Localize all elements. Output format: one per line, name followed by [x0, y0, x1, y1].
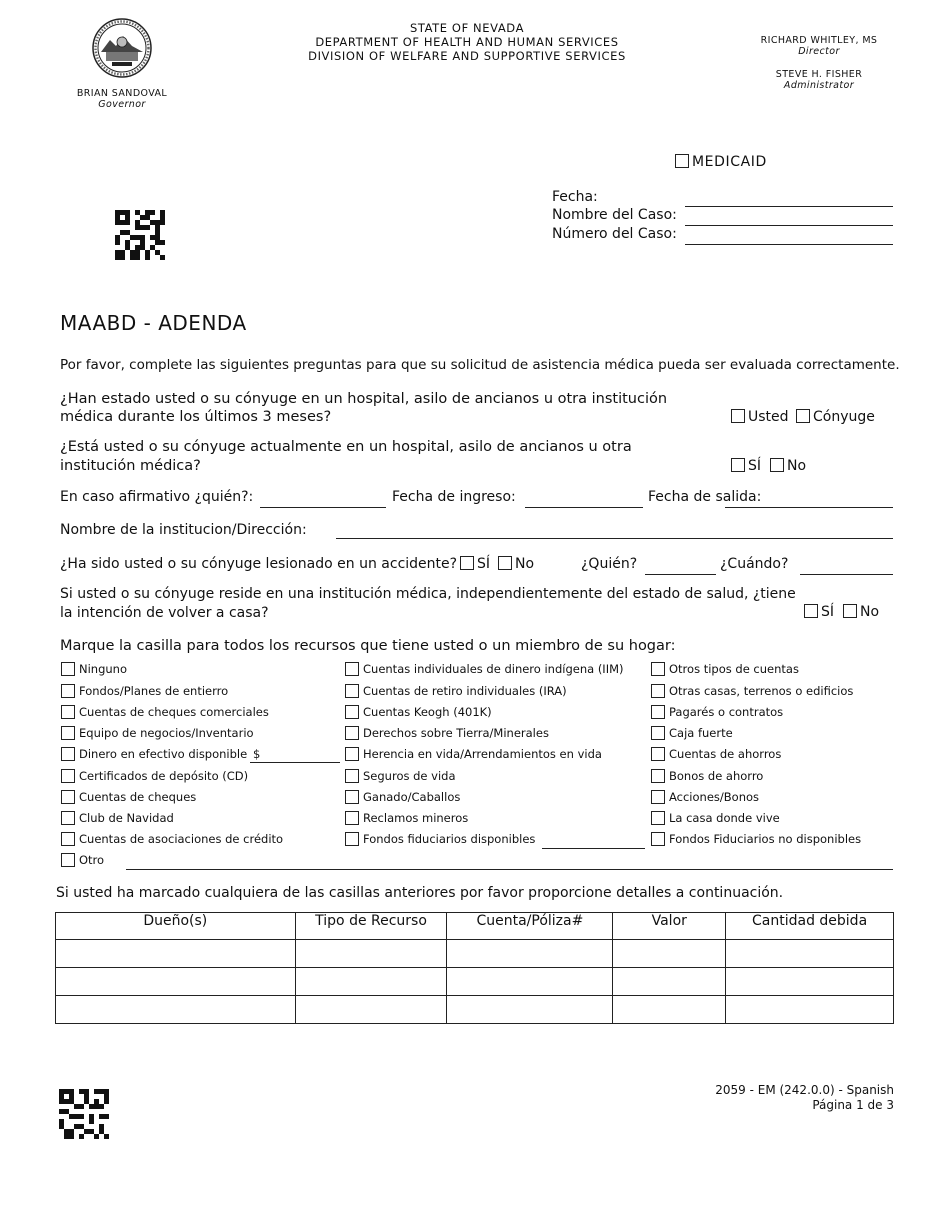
- fondos-fiduciarios-field[interactable]: [542, 848, 645, 849]
- barcode-icon: [115, 210, 165, 260]
- resource-checkbox[interactable]: [345, 832, 359, 846]
- q2-no-option[interactable]: [770, 458, 806, 474]
- resource-checkbox[interactable]: [651, 662, 665, 676]
- question-1-line-2: médica durante los últimos 3 meses?: [60, 409, 332, 425]
- governor-name: BRIAN SANDOVAL: [76, 88, 168, 99]
- resource-checkbox[interactable]: [651, 705, 665, 719]
- resource-label: Cuentas de asociaciones de crédito: [79, 832, 284, 846]
- resource-checkbox[interactable]: [345, 747, 359, 761]
- resource-item[interactable]: [651, 725, 733, 741]
- resource-checkbox[interactable]: [651, 684, 665, 698]
- resource-label: Derechos sobre Tierra/Minerales: [363, 726, 549, 740]
- resource-checkbox[interactable]: [61, 662, 75, 676]
- fecha-label: Fecha:: [552, 189, 598, 205]
- resource-label: Dinero en efectivo disponible: [79, 747, 248, 761]
- question-2-line-2: institución médica?: [60, 458, 201, 474]
- fecha-ingreso-label: Fecha de ingreso:: [392, 489, 516, 505]
- resource-item[interactable]: [651, 704, 783, 720]
- q1-usted-label: Usted: [748, 409, 789, 425]
- resource-checkbox[interactable]: [345, 684, 359, 698]
- resource-label: Fondos Fiduciarios no disponibles: [669, 832, 862, 846]
- resource-item[interactable]: [61, 661, 127, 677]
- resource-checkbox[interactable]: [345, 769, 359, 783]
- table-row: [56, 996, 894, 1024]
- column-header-value: Valor: [613, 913, 726, 940]
- numero-caso-label: Número del Caso:: [552, 226, 677, 242]
- resource-label: Cuentas individuales de dinero indígena (IIM): [363, 662, 624, 676]
- resource-label: Seguros de vida: [363, 769, 456, 783]
- resource-label: Cuentas de cheques: [79, 790, 197, 804]
- resource-checkbox[interactable]: [61, 790, 75, 804]
- table-cell[interactable]: [295, 996, 447, 1024]
- resource-item[interactable]: [345, 768, 456, 784]
- table-cell[interactable]: [447, 940, 613, 968]
- resource-checkbox[interactable]: [651, 811, 665, 825]
- resource-label: Reclamos mineros: [363, 811, 469, 825]
- resource-checkbox[interactable]: [61, 769, 75, 783]
- resource-item[interactable]: [61, 789, 196, 805]
- column-header-type: Tipo de Recurso: [295, 913, 447, 940]
- q3-cuando-label: ¿Cuándo?: [720, 556, 789, 572]
- table-cell[interactable]: [726, 940, 894, 968]
- q2-no-checkbox[interactable]: [770, 458, 784, 472]
- resource-label: La casa donde vive: [669, 811, 780, 825]
- resource-label: Acciones/Bonos: [669, 790, 760, 804]
- table-cell[interactable]: [613, 996, 726, 1024]
- resource-item[interactable]: [345, 789, 460, 805]
- department-name: DEPARTMENT OF HEALTH AND HUMAN SERVICES: [315, 35, 619, 49]
- resource-checkbox[interactable]: [651, 790, 665, 804]
- fecha-salida-label: Fecha de salida:: [648, 489, 762, 505]
- table-row: [56, 968, 894, 996]
- resource-checkbox[interactable]: [61, 747, 75, 761]
- resources-heading: Marque la casilla para todos los recursos que tiene usted o un miembro de su hogar:: [60, 638, 676, 654]
- q3-si-option[interactable]: [460, 556, 490, 572]
- resource-label: Fondos/Planes de entierro: [79, 684, 229, 698]
- institucion-field[interactable]: [336, 538, 893, 539]
- resource-item[interactable]: [651, 789, 759, 805]
- table-cell[interactable]: [613, 968, 726, 996]
- q2-si-checkbox[interactable]: [731, 458, 745, 472]
- resource-label: Ninguno: [79, 662, 127, 676]
- resource-item[interactable]: [651, 768, 763, 784]
- medicaid-checkbox[interactable]: [675, 154, 689, 168]
- resource-checkbox[interactable]: [345, 662, 359, 676]
- fecha-ingreso-field[interactable]: [525, 507, 643, 508]
- question-3: ¿Ha sido usted o su cónyuge lesionado en un accidente?: [60, 556, 458, 572]
- resource-label: Herencia en vida/Arrendamientos en vida: [363, 747, 602, 761]
- resource-label: Fondos fiduciarios disponibles: [363, 832, 536, 846]
- director-name: RICHARD WHITLEY, MS: [760, 35, 878, 46]
- resource-checkbox[interactable]: [61, 853, 75, 867]
- resource-item[interactable]: [61, 852, 104, 868]
- resource-label: Caja fuerte: [669, 726, 733, 740]
- resource-checkbox[interactable]: [345, 705, 359, 719]
- q1-usted-checkbox[interactable]: [731, 409, 745, 423]
- q3-quien-field[interactable]: [645, 574, 716, 575]
- table-cell[interactable]: [56, 996, 296, 1024]
- q3-no-checkbox[interactable]: [498, 556, 512, 570]
- resource-item[interactable]: [651, 810, 780, 826]
- table-cell[interactable]: [613, 940, 726, 968]
- q1-usted-option[interactable]: [731, 409, 789, 425]
- resource-label: Bonos de ahorro: [669, 769, 764, 783]
- resource-details-table: [55, 912, 894, 1024]
- q3-no-label: No: [515, 556, 535, 572]
- q1-conyuge-option[interactable]: [796, 409, 875, 425]
- resource-item[interactable]: [345, 661, 624, 677]
- resource-checkbox[interactable]: [345, 811, 359, 825]
- quien-field[interactable]: [260, 507, 386, 508]
- resource-label: Ganado/Caballos: [363, 790, 461, 804]
- table-cell[interactable]: [295, 968, 447, 996]
- administrator-name: STEVE H. FISHER: [775, 69, 863, 80]
- resource-item[interactable]: [61, 725, 254, 741]
- nevada-state-seal: [92, 18, 152, 78]
- resource-label: Certificados de depósito (CD): [79, 769, 249, 783]
- resource-item[interactable]: [61, 810, 174, 826]
- resource-label: Otro: [79, 853, 105, 867]
- resource-item[interactable]: [345, 683, 567, 699]
- details-instruction: Si usted ha marcado cualquiera de las casillas anteriores por favor proporcione detalles a continuación.: [56, 885, 784, 901]
- table-cell[interactable]: [726, 968, 894, 996]
- administrator-title: Administrator: [783, 80, 855, 91]
- nombre-caso-field[interactable]: [685, 225, 893, 226]
- form-title: MAABD - ADENDA: [60, 311, 247, 335]
- resource-item[interactable]: [651, 661, 799, 677]
- resource-checkbox[interactable]: [61, 832, 75, 846]
- q1-conyuge-label: Cónyuge: [813, 409, 875, 425]
- resource-checkbox[interactable]: [61, 705, 75, 719]
- q2-no-label: No: [787, 458, 807, 474]
- q4-si-checkbox[interactable]: [804, 604, 818, 618]
- resource-item[interactable]: [61, 831, 283, 847]
- q4-no-label: No: [860, 604, 880, 620]
- column-header-account: Cuenta/Póliza#: [447, 913, 613, 940]
- currency-symbol: $: [253, 747, 261, 761]
- table-cell[interactable]: [447, 996, 613, 1024]
- question-2-line-1: ¿Está usted o su cónyuge actualmente en un hospital, asilo de ancianos u otra: [60, 439, 632, 455]
- fecha-salida-field[interactable]: [725, 507, 893, 508]
- medicaid-option[interactable]: [675, 154, 767, 170]
- resource-label: Cuentas de ahorros: [669, 747, 782, 761]
- q4-si-label: SÍ: [821, 604, 835, 620]
- state-name: STATE OF NEVADA: [409, 21, 525, 35]
- resource-checkbox[interactable]: [345, 726, 359, 740]
- resource-checkbox[interactable]: [61, 684, 75, 698]
- question-4-line-1: Si usted o su cónyuge reside en una institución médica, independientemente del estado de salud, ¿tiene: [60, 586, 796, 602]
- resource-checkbox[interactable]: [61, 726, 75, 740]
- q1-conyuge-checkbox[interactable]: [796, 409, 810, 423]
- q4-no-option[interactable]: [843, 604, 879, 620]
- q3-cuando-field[interactable]: [800, 574, 893, 575]
- resource-item[interactable]: [345, 810, 468, 826]
- table-cell[interactable]: [56, 968, 296, 996]
- resource-label: Otras casas, terrenos o edificios: [669, 684, 854, 698]
- resource-item[interactable]: [61, 746, 247, 762]
- question-1-line-1: ¿Han estado usted o su cónyuge en un hospital, asilo de ancianos u otra institución: [60, 391, 668, 407]
- resource-checkbox[interactable]: [651, 769, 665, 783]
- resource-item[interactable]: [345, 746, 602, 762]
- q2-si-label: SÍ: [748, 458, 762, 474]
- resource-checkbox[interactable]: [651, 832, 665, 846]
- numero-caso-field[interactable]: [685, 244, 893, 245]
- institucion-label: Nombre de la institucion/Dirección:: [60, 522, 307, 538]
- fecha-field[interactable]: [685, 206, 893, 207]
- q4-si-option[interactable]: [804, 604, 834, 620]
- nombre-caso-label: Nombre del Caso:: [552, 207, 677, 223]
- resource-checkbox[interactable]: [651, 747, 665, 761]
- division-name: DIVISION OF WELFARE AND SUPPORTIVE SERVICES: [308, 49, 626, 63]
- medicaid-label: MEDICAID: [692, 154, 767, 170]
- q2-si-option[interactable]: [731, 458, 761, 474]
- form-intro: Por favor, complete las siguientes preguntas para que su solicitud de asistencia médica pueda ser evaluada correctamente.: [60, 357, 900, 373]
- barcode-icon: [59, 1089, 109, 1139]
- resource-item[interactable]: [651, 831, 861, 847]
- page-number: Página 1 de 3: [812, 1098, 894, 1112]
- column-header-amount-owed: Cantidad debida: [726, 913, 894, 940]
- q3-no-option[interactable]: [498, 556, 534, 572]
- governor-title: Governor: [98, 99, 146, 110]
- resource-item[interactable]: [345, 831, 535, 847]
- table-cell[interactable]: [447, 968, 613, 996]
- column-header-owner: Dueño(s): [56, 913, 296, 940]
- table-header-row: [56, 913, 894, 940]
- resource-label: Cuentas de cheques comerciales: [79, 705, 269, 719]
- form-id: 2059 - EM (242.0.0) - Spanish: [715, 1083, 894, 1097]
- otro-field[interactable]: [126, 869, 893, 870]
- question-4-line-2: la intención de volver a casa?: [60, 605, 269, 621]
- resource-label: Club de Navidad: [79, 811, 174, 825]
- table-cell[interactable]: [295, 940, 447, 968]
- resource-checkbox[interactable]: [61, 811, 75, 825]
- resource-item[interactable]: [61, 768, 248, 784]
- quien-label: En caso afirmativo ¿quién?:: [60, 489, 254, 505]
- q3-si-label: SÍ: [477, 556, 491, 572]
- resource-item[interactable]: [345, 725, 549, 741]
- table-cell[interactable]: [726, 996, 894, 1024]
- resource-item[interactable]: [651, 683, 853, 699]
- resource-item[interactable]: [61, 704, 269, 720]
- resource-label: Equipo de negocios/Inventario: [79, 726, 254, 740]
- q3-si-checkbox[interactable]: [460, 556, 474, 570]
- resource-item[interactable]: [651, 746, 781, 762]
- resource-item[interactable]: [345, 704, 492, 720]
- table-cell[interactable]: [56, 940, 296, 968]
- resource-label: Pagarés o contratos: [669, 705, 784, 719]
- q3-quien-label: ¿Quién?: [581, 556, 638, 572]
- resource-checkbox[interactable]: [345, 790, 359, 804]
- cash-amount-field[interactable]: [250, 762, 340, 763]
- q4-no-checkbox[interactable]: [843, 604, 857, 618]
- resource-checkbox[interactable]: [651, 726, 665, 740]
- resource-item[interactable]: [61, 683, 228, 699]
- table-row: [56, 940, 894, 968]
- resource-label: Cuentas de retiro individuales (IRA): [363, 684, 567, 698]
- director-title: Director: [798, 46, 840, 57]
- resource-label: Otros tipos de cuentas: [669, 662, 799, 676]
- resource-label: Cuentas Keogh (401K): [363, 705, 492, 719]
